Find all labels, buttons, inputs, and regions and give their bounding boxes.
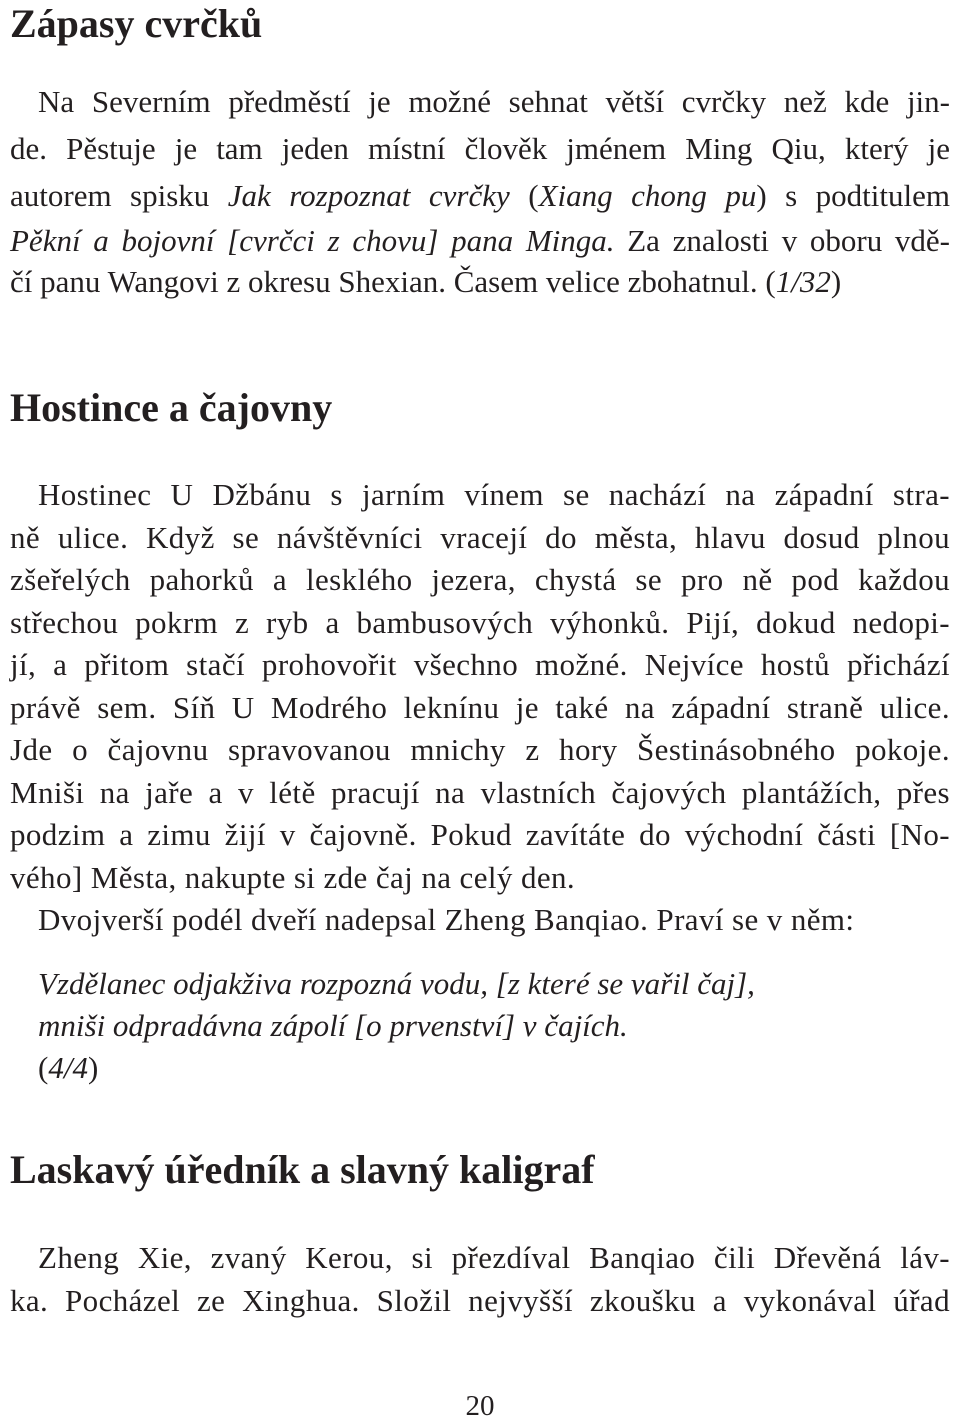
paragraph-line: zšeřelých pahorků a lesklého jezera, chystá se pro ně pod každou xyxy=(10,562,950,597)
paragraph-line: ka. Pocházel ze Xinghua. Složil nejvyšší zkoušku a vykonával úřad xyxy=(10,1283,950,1318)
paragraph-line: Mniši na jaře a v létě pracují na vlastních čajových plantážích, přes xyxy=(10,775,950,810)
book-title-italic: Xiang chong pu xyxy=(538,178,757,213)
paragraph-line: podzim a zimu žijí v čajovně. Pokud zavítáte do východní části [No- xyxy=(10,817,950,852)
section-heading-cricket-fights: Zápasy cvrčků xyxy=(10,1,263,46)
page-number: 20 xyxy=(465,1390,495,1422)
citation-italic: 1/32 xyxy=(775,264,831,299)
paragraph-line: Na Severním předměstí je možné sehnat větší cvrčky než kde jin- xyxy=(38,84,950,119)
paragraph-line: vého] Města, nakupte si zde čaj na celý den. xyxy=(10,860,576,895)
paragraph-line: autorem spisku Jak rozpoznat cvrčky (Xiang chong pu) s podtitulem xyxy=(10,178,951,213)
paragraph-line: čí panu Wangovi z okresu Shexian. Časem velice zbohatnul. (1/32) xyxy=(10,264,842,299)
paragraph-line: Dvojverší podél dveří nadepsal Zheng Banqiao. Praví se v něm: xyxy=(38,902,855,937)
paragraph-line: Zheng Xie, zvaný Kerou, si přezdíval Banqiao čili Dřevěná láv- xyxy=(38,1240,950,1275)
paragraph-line: ně ulice. Když se návštěvníci vracejí do města, hlavu dosud plnou xyxy=(10,520,950,555)
paragraph-line: jí, a přitom stačí prohovořit všechno možné. Nejvíce hostů přichází xyxy=(10,647,950,682)
verse-line: Vzdělanec odjakživa rozpozná vodu, [z které se vařil čaj], xyxy=(38,966,755,1001)
paragraph-line: Jde o čajovnu spravovanou mnichy z hory Šestinásobného pokoje. xyxy=(10,732,950,767)
paragraph-line: střechou pokrm z ryb a bambusových výhonků. Pijí, dokud nedopi- xyxy=(10,605,950,640)
book-title-italic: Jak rozpoznat cvrčky xyxy=(227,178,510,213)
paragraph-line: de. Pěstuje je tam jeden místní člověk jménem Ming Qiu, který je xyxy=(10,131,950,166)
verse-line: mniši odpradávna zápolí [o prvenství] v čajích. xyxy=(38,1008,628,1043)
subtitle-italic: Pěkní a bojovní [cvrčci z chovu] pana Minga. xyxy=(10,223,615,258)
citation: (4/4) xyxy=(38,1050,99,1085)
citation-italic: 4/4 xyxy=(48,1050,88,1085)
section-heading-inns-teahouses: Hostince a čajovny xyxy=(10,385,333,430)
section-heading-official-calligrapher: Laskavý úředník a slavný kaligraf xyxy=(10,1147,595,1192)
paragraph-line: Hostinec U Džbánu s jarním vínem se nachází na západní stra- xyxy=(38,477,950,512)
paragraph-line: právě sem. Síň U Modrého leknínu je také na západní straně ulice. xyxy=(10,690,950,725)
paragraph-line: Pěkní a bojovní [cvrčci z chovu] pana Minga. Za znalosti v oboru vdě- xyxy=(10,223,950,258)
